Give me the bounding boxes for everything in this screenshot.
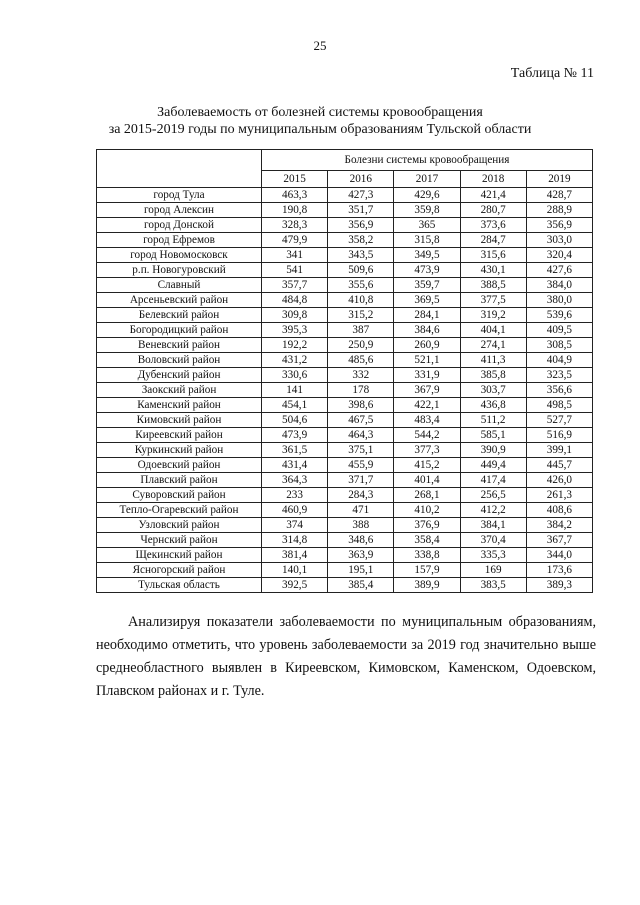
value-cell: 256,5	[460, 488, 526, 503]
value-cell: 280,7	[460, 203, 526, 218]
value-cell: 344,0	[526, 548, 592, 563]
municipality-name: Дубенский район	[97, 368, 262, 383]
table-row	[97, 503, 593, 518]
year-header: 2015	[262, 171, 328, 188]
value-cell: 521,1	[394, 353, 460, 368]
value-cell: 371,7	[328, 473, 394, 488]
value-cell: 365	[394, 218, 460, 233]
value-cell: 157,9	[394, 563, 460, 578]
table-row	[97, 533, 593, 548]
value-cell: 449,4	[460, 458, 526, 473]
table-row	[97, 428, 593, 443]
value-cell: 331,9	[394, 368, 460, 383]
paragraph-text: Анализируя показатели заболеваемости по муниципальным образованиям, необходимо отметить, что уровень заболеваемости за 2019 год значительно выше среднеобластного выявлен в Киреевском, Кимовском, Каменском, Одоевском, Плавском районах и г. Туле.	[96, 614, 596, 699]
value-cell: 390,9	[460, 443, 526, 458]
table-row	[97, 488, 593, 503]
municipality-name: город Алексин	[97, 203, 262, 218]
municipality-name: Чернский район	[97, 533, 262, 548]
municipality-name: Кимовский район	[97, 413, 262, 428]
value-cell: 411,3	[460, 353, 526, 368]
value-cell: 381,4	[262, 548, 328, 563]
value-cell: 330,6	[262, 368, 328, 383]
value-cell: 431,4	[262, 458, 328, 473]
value-cell: 428,7	[526, 188, 592, 203]
value-cell: 384,1	[460, 518, 526, 533]
municipality-name: Суворовский район	[97, 488, 262, 503]
value-cell: 284,7	[460, 233, 526, 248]
value-cell: 389,9	[394, 578, 460, 593]
value-cell: 140,1	[262, 563, 328, 578]
year-header: 2016	[328, 171, 394, 188]
value-cell: 377,3	[394, 443, 460, 458]
value-cell: 328,3	[262, 218, 328, 233]
value-cell: 404,9	[526, 353, 592, 368]
municipality-name: город Новомосковск	[97, 248, 262, 263]
value-cell: 323,5	[526, 368, 592, 383]
value-cell: 399,1	[526, 443, 592, 458]
value-cell: 341	[262, 248, 328, 263]
value-cell: 303,7	[460, 383, 526, 398]
value-cell: 369,5	[394, 293, 460, 308]
table-row	[97, 473, 593, 488]
value-cell: 415,2	[394, 458, 460, 473]
value-cell: 349,5	[394, 248, 460, 263]
value-cell: 454,1	[262, 398, 328, 413]
value-cell: 358,2	[328, 233, 394, 248]
value-cell: 370,4	[460, 533, 526, 548]
value-cell: 356,9	[526, 218, 592, 233]
value-cell: 389,3	[526, 578, 592, 593]
municipality-name: Ясногорский район	[97, 563, 262, 578]
table-row	[97, 263, 593, 278]
value-cell: 539,6	[526, 308, 592, 323]
value-cell: 409,5	[526, 323, 592, 338]
value-cell: 315,8	[394, 233, 460, 248]
value-cell: 408,6	[526, 503, 592, 518]
value-cell: 527,7	[526, 413, 592, 428]
value-cell: 363,9	[328, 548, 394, 563]
value-cell: 335,3	[460, 548, 526, 563]
value-cell: 190,8	[262, 203, 328, 218]
value-cell: 417,4	[460, 473, 526, 488]
table-row	[97, 203, 593, 218]
year-header: 2017	[394, 171, 460, 188]
table-row	[97, 233, 593, 248]
table-row	[97, 383, 593, 398]
value-cell: 195,1	[328, 563, 394, 578]
value-cell: 387	[328, 323, 394, 338]
table-row	[97, 518, 593, 533]
value-cell: 385,8	[460, 368, 526, 383]
table-row	[97, 308, 593, 323]
value-cell: 473,9	[394, 263, 460, 278]
table-row	[97, 323, 593, 338]
table-row	[97, 443, 593, 458]
table-title	[0, 104, 640, 138]
table-row	[97, 413, 593, 428]
table-label: Таблица № 11	[510, 66, 594, 81]
value-cell: 484,8	[262, 293, 328, 308]
value-cell: 430,1	[460, 263, 526, 278]
value-cell: 284,1	[394, 308, 460, 323]
value-cell: 388,5	[460, 278, 526, 293]
value-cell: 427,6	[526, 263, 592, 278]
value-cell: 384,6	[394, 323, 460, 338]
value-cell: 315,2	[328, 308, 394, 323]
value-cell: 398,6	[328, 398, 394, 413]
value-cell: 314,8	[262, 533, 328, 548]
value-cell: 338,8	[394, 548, 460, 563]
value-cell: 376,9	[394, 518, 460, 533]
row-header-blank	[97, 150, 262, 188]
value-cell: 356,6	[526, 383, 592, 398]
value-cell: 268,1	[394, 488, 460, 503]
page-number: 25	[313, 38, 327, 53]
municipality-name: Куркинский район	[97, 443, 262, 458]
municipality-name: Щекинский район	[97, 548, 262, 563]
value-cell: 384,0	[526, 278, 592, 293]
table-row	[97, 563, 593, 578]
municipality-name: Узловский район	[97, 518, 262, 533]
value-cell: 485,6	[328, 353, 394, 368]
municipality-name: город Тула	[97, 188, 262, 203]
value-cell: 315,6	[460, 248, 526, 263]
municipality-name: город Донской	[97, 218, 262, 233]
table-row	[97, 338, 593, 353]
table-row	[97, 458, 593, 473]
municipality-name: Одоевский район	[97, 458, 262, 473]
value-cell: 471	[328, 503, 394, 518]
value-cell: 233	[262, 488, 328, 503]
value-cell: 364,3	[262, 473, 328, 488]
municipality-name: Воловский район	[97, 353, 262, 368]
value-cell: 544,2	[394, 428, 460, 443]
table-row	[97, 293, 593, 308]
value-cell: 332	[328, 368, 394, 383]
value-cell: 260,9	[394, 338, 460, 353]
group-header: Болезни системы кровообращения	[262, 150, 593, 171]
value-cell: 463,3	[262, 188, 328, 203]
table-row	[97, 188, 593, 203]
value-cell: 467,5	[328, 413, 394, 428]
value-cell: 460,9	[262, 503, 328, 518]
value-cell: 498,5	[526, 398, 592, 413]
municipality-name: Тульская область	[97, 578, 262, 593]
value-cell: 404,1	[460, 323, 526, 338]
value-cell: 516,9	[526, 428, 592, 443]
value-cell: 375,1	[328, 443, 394, 458]
value-cell: 367,9	[394, 383, 460, 398]
value-cell: 395,3	[262, 323, 328, 338]
value-cell: 356,9	[328, 218, 394, 233]
value-cell: 401,4	[394, 473, 460, 488]
value-cell: 479,9	[262, 233, 328, 248]
value-cell: 412,2	[460, 503, 526, 518]
value-cell: 343,5	[328, 248, 394, 263]
value-cell: 169	[460, 563, 526, 578]
value-cell: 250,9	[328, 338, 394, 353]
municipality-name: Славный	[97, 278, 262, 293]
value-cell: 355,6	[328, 278, 394, 293]
municipality-name: Заокский район	[97, 383, 262, 398]
value-cell: 288,9	[526, 203, 592, 218]
value-cell: 303,0	[526, 233, 592, 248]
analysis-paragraph	[96, 611, 596, 703]
municipality-name: город Ефремов	[97, 233, 262, 248]
value-cell: 427,3	[328, 188, 394, 203]
value-cell: 357,7	[262, 278, 328, 293]
municipality-name: Киреевский район	[97, 428, 262, 443]
value-cell: 383,5	[460, 578, 526, 593]
table-row	[97, 368, 593, 383]
value-cell: 422,1	[394, 398, 460, 413]
table-row	[97, 248, 593, 263]
year-header: 2018	[460, 171, 526, 188]
municipality-name: Арсеньевский район	[97, 293, 262, 308]
value-cell: 445,7	[526, 458, 592, 473]
municipality-name: р.п. Новогуровский	[97, 263, 262, 278]
value-cell: 455,9	[328, 458, 394, 473]
value-cell: 384,2	[526, 518, 592, 533]
value-cell: 431,2	[262, 353, 328, 368]
value-cell: 392,5	[262, 578, 328, 593]
value-cell: 464,3	[328, 428, 394, 443]
title-line-2: за 2015-2019 годы по муниципальным образованиям Тульской области	[108, 122, 532, 137]
municipality-name: Каменский район	[97, 398, 262, 413]
value-cell: 192,2	[262, 338, 328, 353]
value-cell: 410,8	[328, 293, 394, 308]
value-cell: 380,0	[526, 293, 592, 308]
value-cell: 374	[262, 518, 328, 533]
municipality-name: Белевский район	[97, 308, 262, 323]
table-row	[97, 548, 593, 563]
value-cell: 367,7	[526, 533, 592, 548]
value-cell: 377,5	[460, 293, 526, 308]
value-cell: 284,3	[328, 488, 394, 503]
value-cell: 421,4	[460, 188, 526, 203]
municipality-name: Плавский район	[97, 473, 262, 488]
municipality-name: Тепло-Огаревский район	[97, 503, 262, 518]
value-cell: 358,4	[394, 533, 460, 548]
title-line-1: Заболеваемость от болезней системы кровообращения	[157, 105, 483, 120]
value-cell: 410,2	[394, 503, 460, 518]
value-cell: 373,6	[460, 218, 526, 233]
value-cell: 178	[328, 383, 394, 398]
value-cell: 320,4	[526, 248, 592, 263]
value-cell: 483,4	[394, 413, 460, 428]
value-cell: 319,2	[460, 308, 526, 323]
value-cell: 361,5	[262, 443, 328, 458]
morbidity-table	[96, 149, 593, 593]
value-cell: 141	[262, 383, 328, 398]
value-cell: 308,5	[526, 338, 592, 353]
value-cell: 274,1	[460, 338, 526, 353]
value-cell: 541	[262, 263, 328, 278]
value-cell: 385,4	[328, 578, 394, 593]
value-cell: 504,6	[262, 413, 328, 428]
table-row	[97, 398, 593, 413]
value-cell: 359,8	[394, 203, 460, 218]
value-cell: 173,6	[526, 563, 592, 578]
municipality-name: Богородицкий район	[97, 323, 262, 338]
value-cell: 429,6	[394, 188, 460, 203]
value-cell: 585,1	[460, 428, 526, 443]
table-row	[97, 278, 593, 293]
value-cell: 348,6	[328, 533, 394, 548]
value-cell: 359,7	[394, 278, 460, 293]
value-cell: 426,0	[526, 473, 592, 488]
value-cell: 351,7	[328, 203, 394, 218]
table-row	[97, 218, 593, 233]
value-cell: 388	[328, 518, 394, 533]
table-row	[97, 578, 593, 593]
value-cell: 473,9	[262, 428, 328, 443]
value-cell: 511,2	[460, 413, 526, 428]
value-cell: 509,6	[328, 263, 394, 278]
value-cell: 309,8	[262, 308, 328, 323]
value-cell: 436,8	[460, 398, 526, 413]
value-cell: 261,3	[526, 488, 592, 503]
municipality-name: Веневский район	[97, 338, 262, 353]
table-row	[97, 353, 593, 368]
year-header: 2019	[526, 171, 592, 188]
